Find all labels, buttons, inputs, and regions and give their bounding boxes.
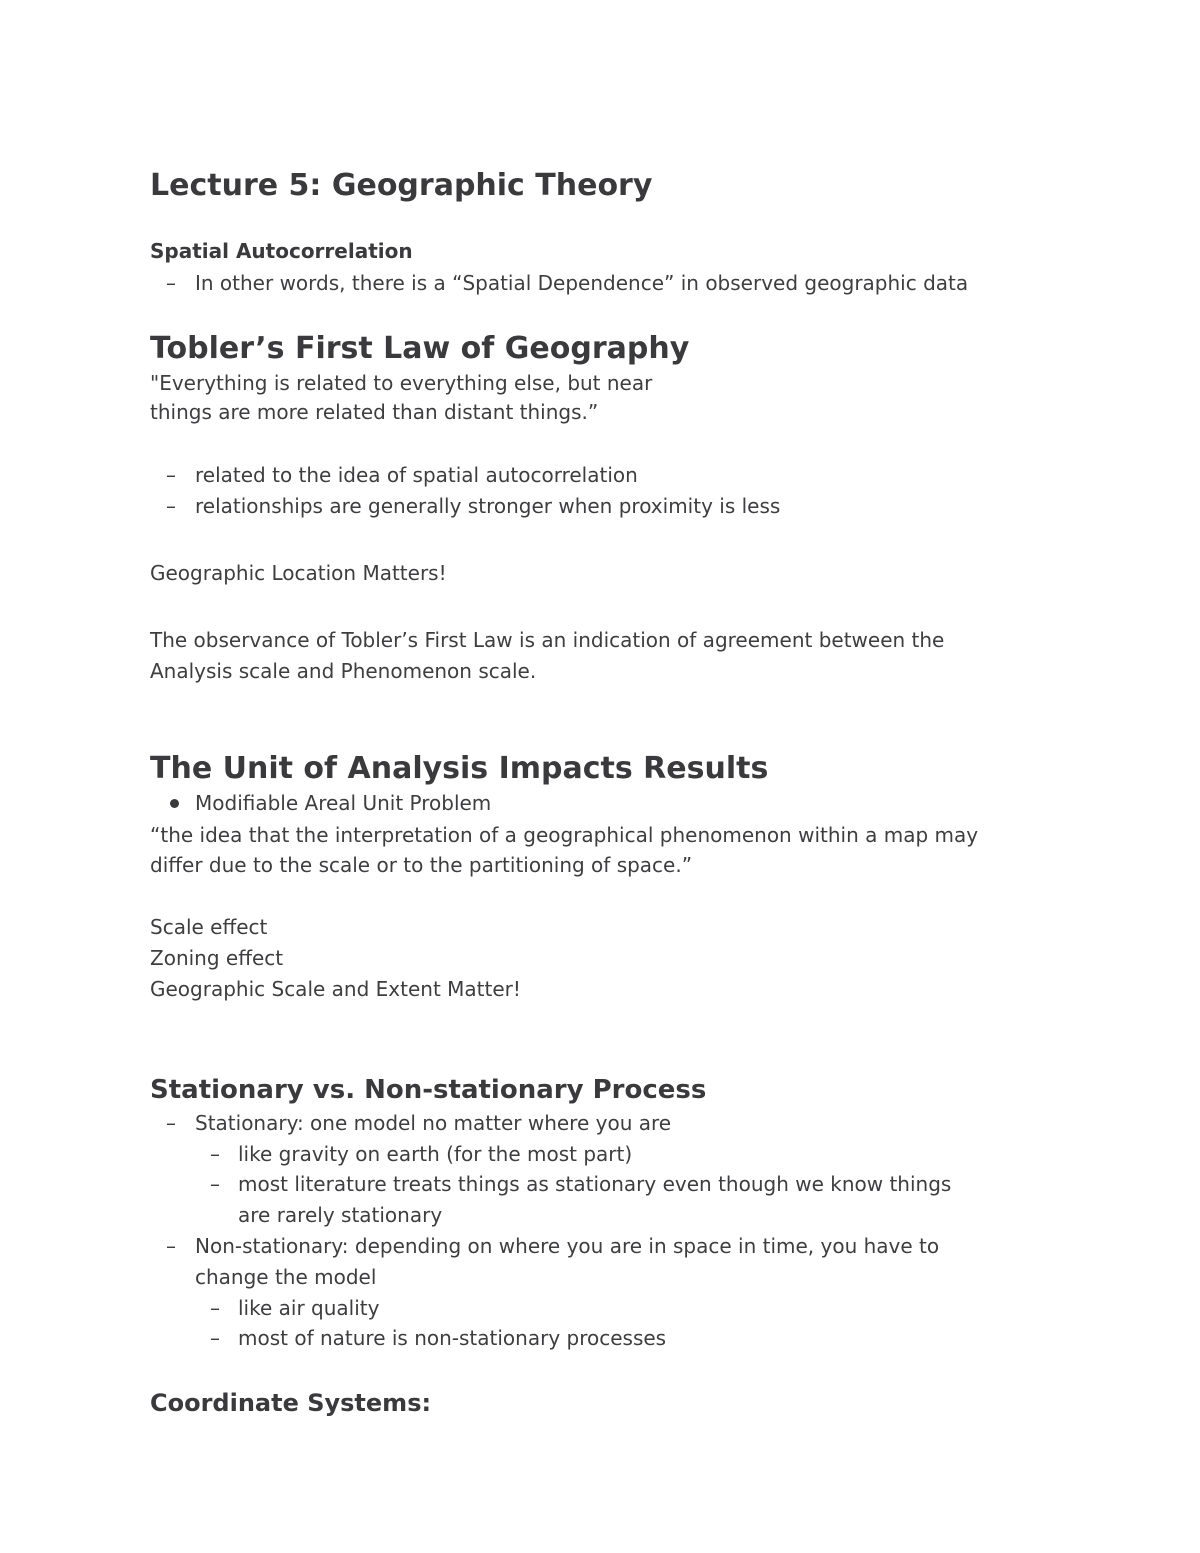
stationary-item: Non-stationary: depending on where you are in space in time, you have to: [195, 1234, 940, 1258]
autocorr-item: In other words, there is a “Spatial Dependence” in observed geographic data: [195, 271, 969, 295]
dash-marker: –: [210, 1296, 220, 1320]
stationary-item-cont: change the model: [195, 1265, 377, 1289]
stationary-heading: Stationary vs. Non-stationary Process: [150, 1075, 707, 1105]
stationary-subitem: most of nature is non-stationary processes: [238, 1326, 667, 1350]
tobler-heading: Tobler’s First Law of Geography: [150, 331, 690, 366]
page-title: Lecture 5: Geographic Theory: [150, 168, 653, 203]
stationary-subitem-cont: are rarely stationary: [238, 1203, 443, 1227]
dash-marker: –: [166, 463, 176, 487]
tobler-paragraph-line: The observance of Tobler’s First Law is an indication of agreement between the: [150, 628, 945, 652]
tobler-note: Geographic Location Matters!: [150, 561, 447, 585]
tobler-quote-line: "Everything is related to everything else, but near: [150, 371, 653, 395]
stationary-subitem: like gravity on earth (for the most part): [238, 1142, 633, 1166]
tobler-paragraph-line: Analysis scale and Phenomenon scale.: [150, 659, 537, 683]
autocorr-heading: Spatial Autocorrelation: [150, 239, 413, 263]
coords-heading: Coordinate Systems:: [150, 1389, 432, 1417]
dash-marker: –: [210, 1326, 220, 1350]
dash-marker: –: [166, 494, 176, 518]
unit-effect: Zoning effect: [150, 946, 284, 970]
bullet-dot-icon: [170, 799, 179, 808]
unit-heading: The Unit of Analysis Impacts Results: [150, 751, 769, 786]
unit-bullet-item: Modifiable Areal Unit Problem: [195, 791, 492, 815]
unit-effect: Geographic Scale and Extent Matter!: [150, 977, 521, 1001]
tobler-item: relationships are generally stronger when proximity is less: [195, 494, 781, 518]
dash-marker: –: [166, 1234, 176, 1258]
stationary-subitem: most literature treats things as stationary even though we know things: [238, 1172, 952, 1196]
stationary-subitem: like air quality: [238, 1296, 380, 1320]
tobler-quote-line: things are more related than distant things.”: [150, 400, 599, 424]
tobler-item: related to the idea of spatial autocorrelation: [195, 463, 638, 487]
dash-marker: –: [210, 1172, 220, 1196]
dash-marker: –: [210, 1142, 220, 1166]
unit-quote-line: “the idea that the interpretation of a geographical phenomenon within a map may: [150, 823, 979, 847]
unit-effect: Scale effect: [150, 915, 268, 939]
dash-marker: –: [166, 1111, 176, 1135]
dash-marker: –: [166, 271, 176, 295]
unit-quote-line: differ due to the scale or to the partitioning of space.”: [150, 853, 693, 877]
stationary-item: Stationary: one model no matter where you are: [195, 1111, 672, 1135]
